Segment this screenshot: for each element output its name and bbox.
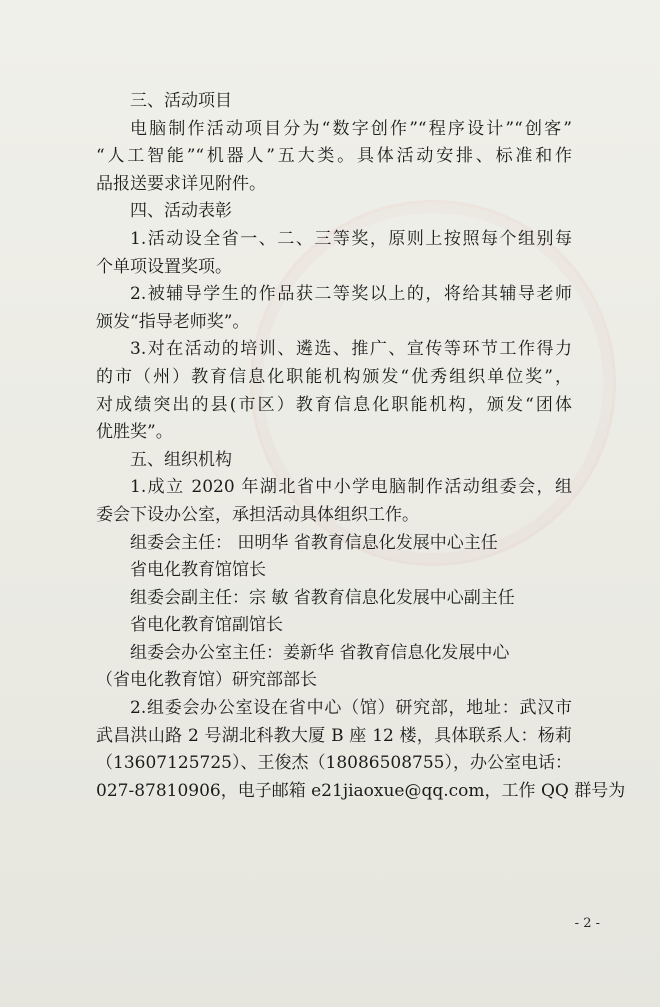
text-line <box>96 612 572 640</box>
document-body <box>96 88 626 805</box>
paragraph-text: 对成绩突出的县(市区）教育信息化职能机构，颁发“团体 <box>96 394 572 415</box>
contact-phones: （13607125725）、王俊杰（18086508755），办公室电话： <box>96 753 572 774</box>
text-line <box>96 419 572 447</box>
text-line <box>96 392 572 420</box>
text-line <box>96 474 572 502</box>
text-line <box>96 364 572 392</box>
text-line <box>96 226 572 254</box>
office-director-line: 组委会办公室主任：姜新华 省教育信息化发展中心 <box>130 642 510 663</box>
committee-deputy-line: 组委会副主任：宗 敏 省教育信息化发展中心副主任 <box>130 587 515 608</box>
paragraph-text: 委会下设办公室，承担活动具体组织工作。 <box>96 504 419 525</box>
paragraph-text: 电脑制作活动项目分为“数字创作”“程序设计”“创客” <box>130 118 572 139</box>
heading-sec-5: 五、组织机构 <box>130 449 232 470</box>
text-line <box>96 502 572 530</box>
paragraph-text: 品报送要求详见附件。 <box>96 173 266 194</box>
committee-director-line: 组委会主任： 田明华 省教育信息化发展中心主任 <box>130 532 498 553</box>
text-line <box>96 585 572 613</box>
paragraph-text: 2.被辅导学生的作品获二等奖以上的，将给其辅导老师 <box>130 284 572 305</box>
office-director-title: （省电化教育馆）研究部部长 <box>96 670 317 691</box>
text-line <box>96 723 572 751</box>
text-line <box>96 281 572 309</box>
text-line <box>96 695 572 723</box>
contact-email: 027-87810906，电子邮箱 e21jiaoxue@qq.com，工作 QQ 群号为 <box>96 780 626 801</box>
paragraph-text: 3.对在活动的培训、遴选、推广、宣传等环节工作得力 <box>130 339 572 360</box>
paragraph-text: 个单项设置奖项。 <box>96 256 232 277</box>
paragraph-text: “人工智能”“机器人”五大类。具体活动安排、标准和作 <box>96 146 572 167</box>
text-line <box>96 557 572 585</box>
text-line <box>96 198 572 226</box>
paragraph-text: 优胜奖”。 <box>96 422 173 443</box>
text-line <box>96 143 572 171</box>
text-line <box>96 530 572 558</box>
paragraph-text: 的市（州）教育信息化职能机构颁发“优秀组织单位奖”， <box>96 366 572 387</box>
text-line <box>96 640 572 668</box>
page-number: - 2 - <box>574 916 600 931</box>
text-line <box>96 309 572 337</box>
text-line <box>96 171 572 199</box>
paragraph-text: 颁发“指导老师奖”。 <box>96 311 250 332</box>
heading-sec-3: 三、活动项目 <box>130 91 232 111</box>
text-line <box>96 336 572 364</box>
heading-sec-4: 四、活动表彰 <box>130 201 232 222</box>
text-line <box>96 750 572 778</box>
paragraph-text: 1.成立 2020 年湖北省中小学电脑制作活动组委会，组 <box>130 477 572 498</box>
committee-deputy-title: 省电化教育馆副馆长 <box>130 615 283 636</box>
paragraph-text: 1.活动设全省一、二、三等奖，原则上按照每个组别每 <box>130 228 572 249</box>
paragraph-text: 2.组委会办公室设在省中心（馆）研究部，地址：武汉市 <box>130 698 572 719</box>
committee-director-title: 省电化教育馆馆长 <box>130 560 266 581</box>
text-line <box>96 88 572 116</box>
text-line <box>96 254 572 282</box>
text-line <box>96 116 572 144</box>
text-line <box>96 778 626 806</box>
text-line <box>96 667 572 695</box>
address-text: 武昌洪山路 2 号湖北科教大厦 B 座 12 楼，具体联系人：杨莉 <box>96 725 572 746</box>
text-line <box>96 447 572 475</box>
